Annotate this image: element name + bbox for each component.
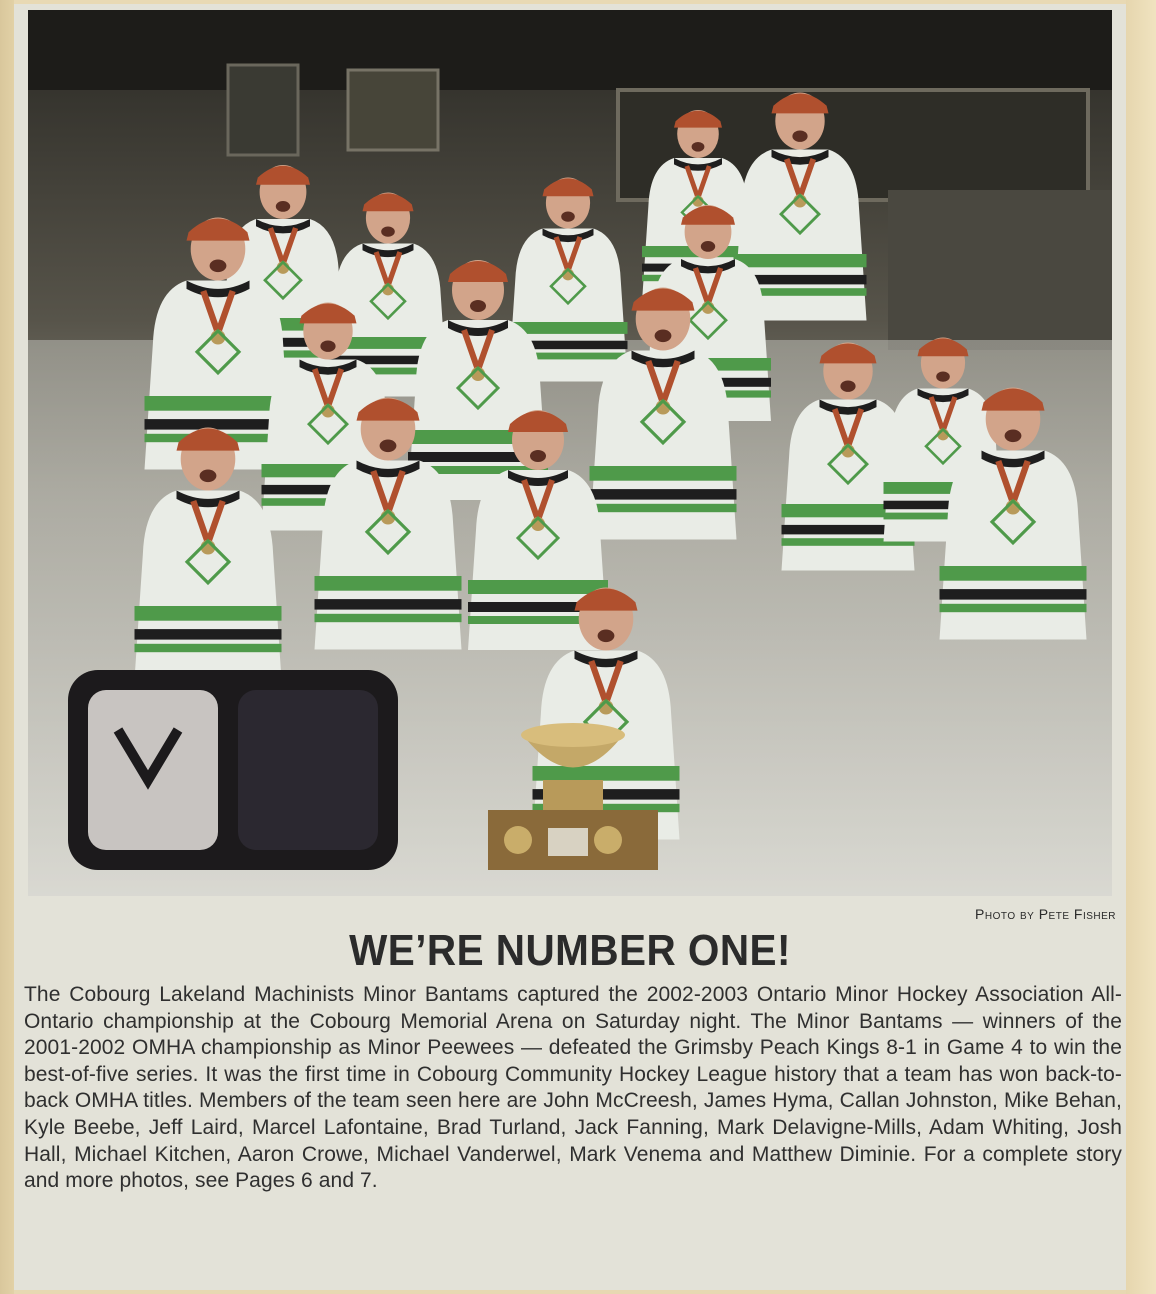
article-body: The Cobourg Lakeland Machinists Minor Bantams captured the 2002-2003 Ontario Minor Hockey Association All-Ontario championship at the Cobourg Memorial Arena on Saturday night. The Minor Bantams — winners of the 2001-2002 OMHA championship as Minor Peewees — defeated the Grimsby Peach Kings 8-1 in Game 4 to win the best-of-five series. It was the first time in Cobourg Community Hockey League history that a team has won back-to-back OMHA titles. Members of the team seen here are John McCreesh, James Hyma, Callan Johnston, Mike Behan, Kyle Beebe, Jeff Laird, Marcel Lafontaine, Brad Turland, Jack Fanning, Mark Delavigne-Mills, Adam Whiting, Josh Hall, Michael Kitchen, Aaron Crowe, Michael Vanderwel, Mark Venema and Matthew Diminie. For a complete story and more photos, see Pages 6 and 7. <box>24 983 1122 1193</box>
clipping-right-edge <box>1126 0 1156 1294</box>
team-photo-illustration <box>28 10 1112 896</box>
goalie-pads <box>68 670 398 870</box>
team-photo <box>28 10 1112 896</box>
clipping-left-edge <box>0 0 14 1294</box>
photo-credit: Photo by Pete Fisher <box>975 906 1116 922</box>
headline: WE’RE NUMBER ONE! <box>349 926 791 975</box>
